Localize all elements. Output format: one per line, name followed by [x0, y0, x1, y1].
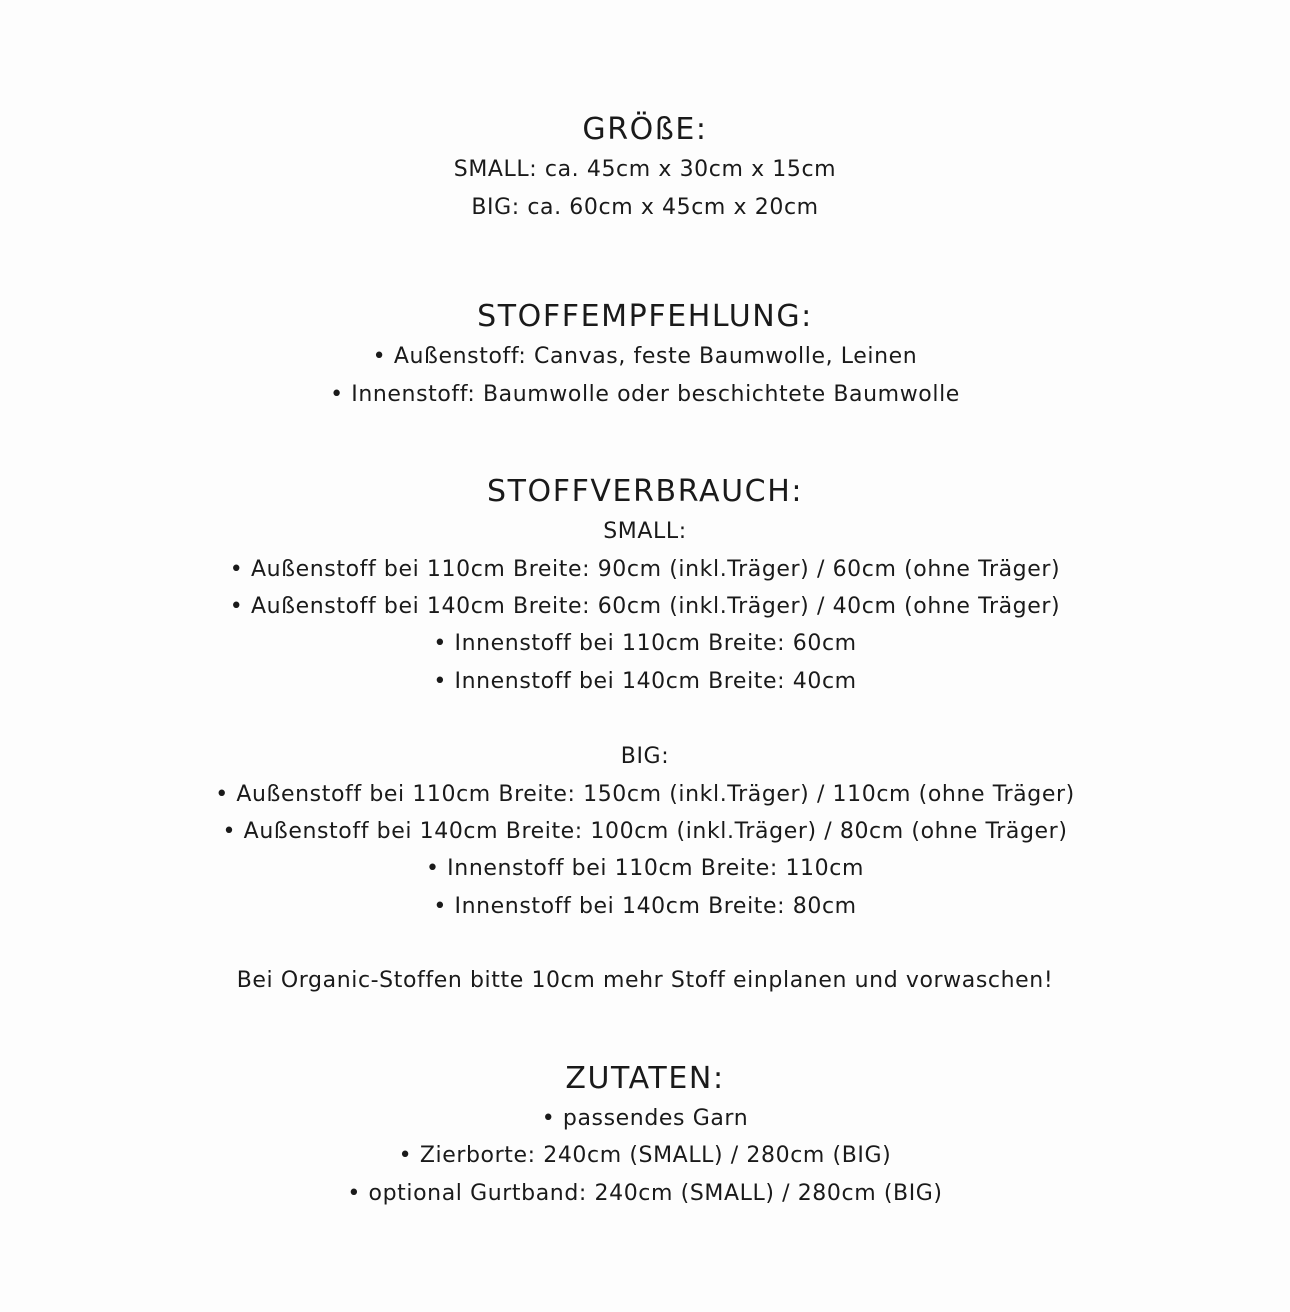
stoffverbrauch-big-line: • Außenstoff bei 140cm Breite: 100cm (inkl.Träger) / 80cm (ohne Träger): [222, 819, 1068, 844]
groesse-big-line: BIG: ca. 60cm x 45cm x 20cm: [471, 195, 819, 220]
stoffverbrauch-big-line: • Innenstoff bei 140cm Breite: 80cm: [433, 894, 857, 919]
stoffempfehlung-innenstoff-line: • Innenstoff: Baumwolle oder beschichtete Baumwolle: [330, 382, 960, 407]
stoffverbrauch-small-line: • Innenstoff bei 140cm Breite: 40cm: [433, 669, 857, 694]
stoffverbrauch-big-line: • Innenstoff bei 110cm Breite: 110cm: [426, 856, 864, 881]
stoffverbrauch-small-line: • Außenstoff bei 110cm Breite: 90cm (inkl.Träger) / 60cm (ohne Träger): [229, 557, 1061, 582]
organic-note: Bei Organic-Stoffen bitte 10cm mehr Stoff einplanen und vorwaschen!: [236, 968, 1054, 993]
zutaten-line-garn: • passendes Garn: [541, 1106, 749, 1131]
stoffverbrauch-small-line: • Außenstoff bei 140cm Breite: 60cm (inkl.Träger) / 40cm (ohne Träger): [229, 594, 1061, 619]
zutaten-heading: ZUTATEN:: [565, 1061, 725, 1096]
stoffverbrauch-small-label: SMALL:: [603, 519, 687, 544]
stoffverbrauch-heading: STOFFVERBRAUCH:: [486, 474, 804, 509]
groesse-small-line: SMALL: ca. 45cm x 30cm x 15cm: [453, 157, 837, 182]
stoffverbrauch-small-line: • Innenstoff bei 110cm Breite: 60cm: [433, 631, 857, 656]
groesse-heading: GRÖßE:: [582, 112, 708, 147]
stoffverbrauch-big-label: BIG:: [620, 744, 670, 769]
stoffempfehlung-heading: STOFFEMPFEHLUNG:: [477, 299, 813, 334]
stoffverbrauch-big-line: • Außenstoff bei 110cm Breite: 150cm (inkl.Träger) / 110cm (ohne Träger): [215, 782, 1075, 807]
zutaten-line-zierborte: • Zierborte: 240cm (SMALL) / 280cm (BIG): [398, 1143, 892, 1168]
zutaten-line-gurtband: • optional Gurtband: 240cm (SMALL) / 280cm (BIG): [347, 1181, 943, 1206]
stoffempfehlung-aussenstoff-line: • Außenstoff: Canvas, feste Baumwolle, Leinen: [372, 344, 918, 369]
